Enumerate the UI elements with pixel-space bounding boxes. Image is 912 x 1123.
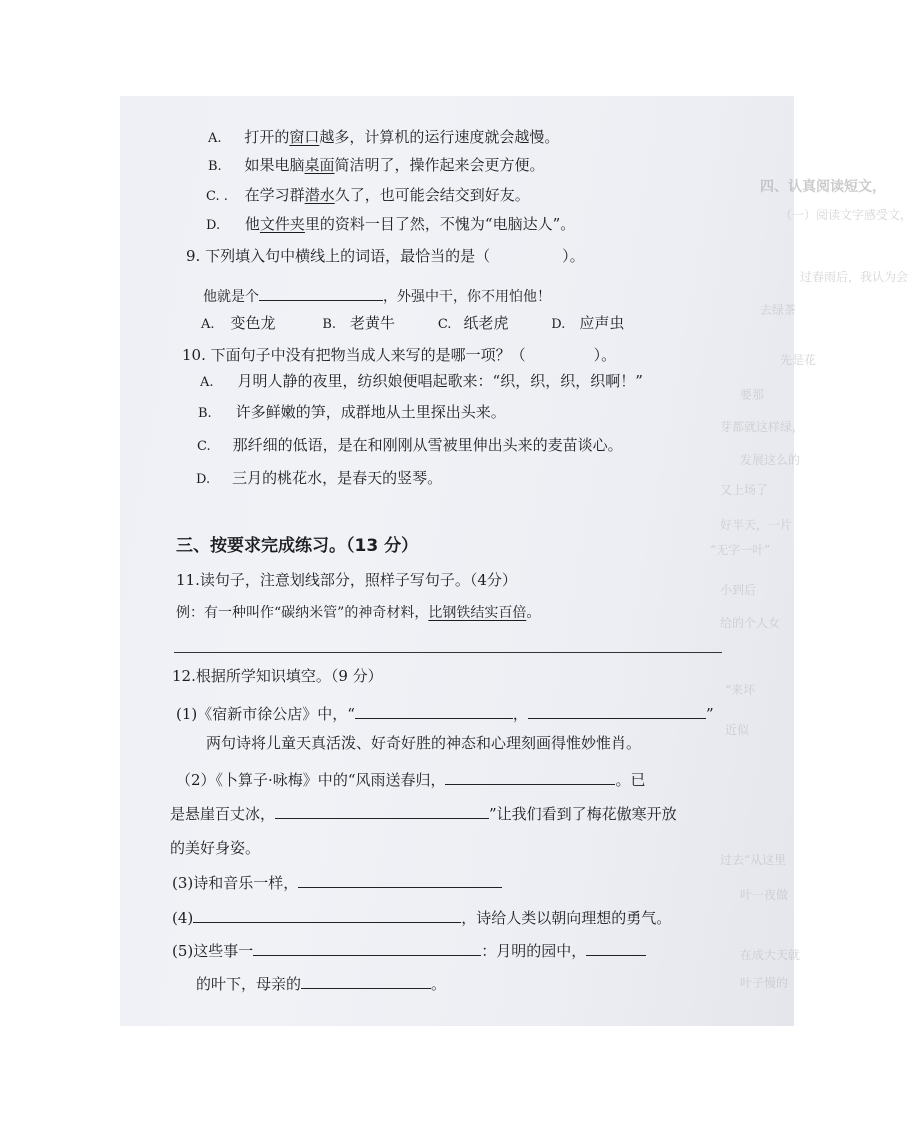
option-text: 应声虫: [579, 314, 625, 332]
text: (4): [172, 909, 194, 927]
text: 如果电脑: [244, 156, 305, 174]
q10-option-a: [200, 374, 643, 389]
text: 9. 下列填入句中横线上的词语，最恰当的是（: [186, 247, 491, 265]
text: （2）《卜算子·咏梅》中的“风雨送春归，: [176, 771, 446, 789]
underlined-phrase: 比钢铁结实百倍: [428, 605, 527, 621]
bleed-text: 先是花: [780, 353, 817, 367]
text: 打开的: [244, 128, 290, 146]
bleed-text: 过春雨后，我认为会: [800, 270, 909, 284]
text: 他就是个: [203, 289, 259, 305]
text: 是悬崖百丈冰，: [170, 805, 276, 823]
option-text: 三月的桃花水，是春天的竖琴。: [232, 469, 443, 487]
text: 越多，计算机的运行速度就会越慢。: [319, 128, 560, 146]
q11-stem: 11.读句子，注意划线部分，照样子写句子。（4分）: [176, 571, 517, 589]
text: ”: [705, 705, 714, 723]
q10-option-c: [197, 438, 623, 453]
bleed-text: 好半天，一片: [720, 518, 793, 532]
bleed-text: 在成大天就: [740, 948, 801, 962]
underlined-word: 窗口: [289, 128, 320, 146]
q12-part5-line2: [196, 974, 446, 992]
bleed-text: 近似: [725, 723, 750, 737]
text: 。: [431, 975, 447, 993]
q8-option-c: [206, 188, 530, 203]
text: ）。: [562, 247, 585, 265]
option-label: A.: [201, 317, 215, 332]
text: 久了，也可能会结交到好友。: [334, 186, 530, 204]
q12-part2-line3: 的美好身姿。: [170, 839, 261, 857]
bleed-text: 过去“从这里: [720, 853, 787, 867]
bleed-text: 去绿茶: [760, 303, 797, 317]
text: 里的资料一目了然，不愧为“电脑达人”。: [304, 215, 576, 233]
bleed-text: 小到后: [720, 583, 757, 597]
bleed-text: 叶子慢的: [740, 976, 789, 990]
option-label: C.: [197, 439, 211, 454]
bleed-text: 发展这么的: [740, 453, 801, 467]
scanned-page: [120, 96, 912, 1026]
option-label: C.: [437, 317, 452, 332]
fill-blank[interactable]: [355, 704, 513, 719]
option-text: 纸老虎: [463, 314, 509, 332]
section-title: 三、按要求完成练习。（13 分）: [176, 536, 419, 556]
q10-option-b: [198, 405, 506, 420]
q8-option-b: [208, 158, 545, 173]
bleed-text: 叶一夜做: [740, 888, 789, 902]
q12-part1-line2: 两句诗将儿童天真活泼、好奇好胜的神态和心理刻画得惟妙惟肖。: [206, 734, 642, 752]
text: 。已: [615, 771, 646, 789]
bleed-text: 给的个人女: [720, 616, 781, 630]
text: 的叶下，母亲的: [196, 975, 302, 993]
option-label: D.: [551, 317, 566, 332]
fill-blank[interactable]: [528, 704, 706, 719]
text: ，诗给人类以朝向理想的勇气。: [461, 909, 672, 927]
option-label: B.: [208, 159, 222, 174]
option-text: 老黄牛: [350, 314, 396, 332]
option-text: 变色龙: [230, 314, 276, 332]
option-label: A.: [208, 131, 222, 146]
fill-blank[interactable]: [275, 804, 489, 819]
text: (3)诗和音乐一样，: [172, 874, 299, 892]
fill-blank[interactable]: [253, 941, 481, 956]
text: 10. 下面句子中没有把物当成人来写的是哪一项？（: [182, 346, 526, 364]
text: 。: [526, 605, 541, 621]
answer-line[interactable]: [174, 652, 722, 653]
q12-part2-line2: [170, 804, 677, 822]
option-label: B.: [322, 317, 337, 332]
text: ”让我们看到了梅花傲寒开放: [489, 805, 677, 823]
option-label: C. .: [206, 189, 228, 204]
q9-stem: [186, 249, 585, 264]
q9-options: [201, 316, 624, 331]
fill-blank[interactable]: [259, 286, 383, 301]
bleed-text: 芽都就这样绿，: [720, 420, 805, 434]
text: ，外强中干，你不用怕他！: [383, 289, 551, 305]
underlined-word: 桌面: [304, 156, 335, 174]
option-text: 月明人静的夜里，纺织娘便唱起歌来：“织，织，织，织啊！”: [237, 372, 643, 390]
text: ）。: [593, 346, 617, 364]
q10-stem: [182, 348, 616, 363]
q10-option-d: [196, 471, 442, 486]
bleed-text: 四、认真阅读短文，: [760, 179, 886, 195]
fill-blank[interactable]: [193, 908, 461, 923]
option-label: B.: [198, 406, 212, 421]
q12-part2: [176, 770, 646, 788]
q12-part1: [176, 704, 714, 722]
fill-blank[interactable]: [445, 770, 615, 785]
bleed-text: “来坏: [725, 683, 756, 697]
fill-blank[interactable]: [586, 941, 646, 956]
q9-sentence: [203, 286, 551, 304]
bleed-text: 又上场了: [720, 483, 769, 497]
q8-option-d: [206, 217, 575, 232]
underlined-word: 潜水: [304, 186, 335, 204]
text: ：月明的园中，: [481, 942, 587, 960]
bleed-text: 要那: [740, 388, 765, 402]
q12-stem: 12.根据所学知识填空。（9 分）: [172, 667, 383, 685]
text: 简洁明了，操作起来会更方便。: [334, 156, 545, 174]
bleed-text: （一）阅读文字感受文，: [780, 208, 912, 222]
q12-part3: [172, 873, 502, 891]
fill-blank[interactable]: [301, 974, 431, 989]
option-label: D.: [206, 218, 221, 233]
q8-option-a: [208, 130, 559, 145]
option-label: D.: [196, 472, 211, 487]
bleed-text: “无字一叶”: [710, 543, 771, 557]
q12-part4: [172, 908, 671, 926]
text: (5)这些事一: [172, 942, 254, 960]
text: ，: [512, 705, 528, 723]
q12-part5: [172, 941, 646, 959]
option-text: 那纤细的低语，是在和刚刚从雪被里伸出头来的麦苗谈心。: [232, 436, 623, 454]
q11-example: [176, 606, 540, 620]
text: 例：有一种叫作“碳纳米管”的神奇材料，: [176, 605, 429, 621]
text: 在学习群: [244, 186, 305, 204]
option-text: 许多鲜嫩的笋，成群地从土里探出头来。: [235, 403, 506, 421]
option-label: A.: [200, 375, 214, 390]
fill-blank[interactable]: [298, 873, 502, 888]
text: 他: [244, 215, 260, 233]
text: (1)《宿新市徐公店》中，“: [176, 705, 355, 723]
underlined-word: 文件夹: [259, 215, 305, 233]
